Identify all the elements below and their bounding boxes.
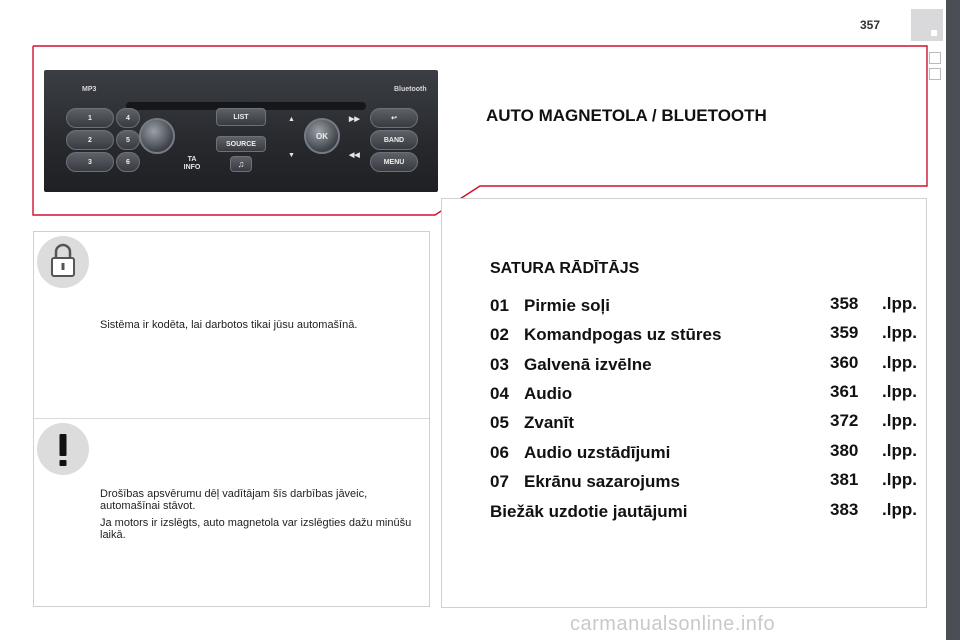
toc-page-suffix: .lpp. xyxy=(882,470,917,489)
toc-page: 359 xyxy=(830,323,859,342)
toc-page: 383 xyxy=(830,500,859,519)
checkbox-marker xyxy=(929,68,941,80)
arrow-down-icon: ▼ xyxy=(288,152,295,159)
toc-number: 06 xyxy=(490,443,509,462)
toc-entry[interactable] xyxy=(490,355,926,379)
toc-page-suffix: .lpp. xyxy=(882,382,917,401)
toc-entry[interactable] xyxy=(490,384,926,408)
toc-entry[interactable] xyxy=(490,443,926,467)
toc-label: Audio xyxy=(524,384,573,403)
notice-paragraph: Drošības apsvērumu dēļ vadītājam šīs darbības jāveic, automašīnai stāvot. xyxy=(100,488,368,512)
ta-info-label: TA INFO xyxy=(183,156,201,171)
volume-knob xyxy=(139,118,175,154)
rewind-icon: ◀◀ xyxy=(349,152,360,159)
checkbox-marker xyxy=(929,52,941,64)
bluetooth-label: Bluetooth xyxy=(394,86,427,93)
toc-page-suffix: .lpp. xyxy=(882,500,917,519)
arrow-up-icon: ▲ xyxy=(288,116,295,123)
menu-button: MENU xyxy=(370,152,418,172)
toc-page: 358 xyxy=(830,294,859,313)
preset-4-button: 4 xyxy=(116,108,140,128)
toc-label: Audio uzstādījumi xyxy=(524,443,671,462)
toc-number: 02 xyxy=(490,325,509,344)
toc-entry[interactable] xyxy=(490,502,926,526)
toc-title: SATURA RĀDĪTĀJS xyxy=(490,260,640,277)
toc-number: 07 xyxy=(490,472,509,491)
music-note-icon: ♫ xyxy=(230,156,252,172)
toc-page-suffix: .lpp. xyxy=(882,294,917,313)
notice-paragraph: Sistēma ir kodēta, lai darbotos tikai jūsu automašīnā. xyxy=(100,319,358,331)
preset-5-button: 5 xyxy=(116,130,140,150)
preset-3-button: 3 xyxy=(66,152,114,172)
preset-1-button: 1 xyxy=(66,108,114,128)
notice-paragraph: Ja motors ir izslēgts, auto magnetola var izslēgties dažu minūšu laikā. xyxy=(100,517,412,541)
lock-icon xyxy=(37,236,89,288)
fast-forward-icon: ▶▶ xyxy=(349,116,360,123)
watermark: carmanualsonline.info xyxy=(570,613,776,635)
source-button: SOURCE xyxy=(216,136,266,152)
toc-number: 05 xyxy=(490,413,509,432)
toc-page: 360 xyxy=(830,353,859,372)
toc-number: 04 xyxy=(490,384,509,403)
corner-tab xyxy=(911,9,943,41)
ok-knob: OK xyxy=(304,118,340,154)
toc-page-suffix: .lpp. xyxy=(882,411,917,430)
toc-entry[interactable] xyxy=(490,413,926,437)
list-button: LIST xyxy=(216,108,266,126)
band-button: BAND xyxy=(370,130,418,150)
right-sidebar-bar xyxy=(946,0,960,640)
toc-label: Ekrānu sazarojums xyxy=(524,472,680,491)
toc-entry[interactable] xyxy=(490,325,926,349)
preset-6-button: 6 xyxy=(116,152,140,172)
toc-label: Galvenā izvēlne xyxy=(524,355,652,374)
panel-divider xyxy=(34,418,429,419)
mp3-label: MP3 xyxy=(82,86,97,93)
warning-exclamation-icon xyxy=(37,423,89,475)
radio-unit-image xyxy=(44,70,438,192)
notices-panel xyxy=(33,231,430,607)
toc-page: 372 xyxy=(830,411,859,430)
toc-entry[interactable] xyxy=(490,472,926,496)
toc-label: Pirmie soļi xyxy=(524,296,610,315)
preset-2-button: 2 xyxy=(66,130,114,150)
toc-label: Komandpogas uz stūres xyxy=(524,325,722,344)
toc-page: 380 xyxy=(830,441,859,460)
notice-lock-text xyxy=(100,319,420,336)
notice-warning-text xyxy=(100,488,420,546)
toc-page-suffix: .lpp. xyxy=(882,353,917,372)
main-title: AUTO MAGNETOLA / BLUETOOTH xyxy=(486,106,767,125)
toc-number: 01 xyxy=(490,296,509,315)
toc-label: Biežāk uzdotie jautājumi xyxy=(490,502,688,521)
toc-number: 03 xyxy=(490,355,509,374)
toc-page: 361 xyxy=(830,382,859,401)
toc-page: 381 xyxy=(830,470,859,489)
page-number: 357 xyxy=(860,18,881,32)
toc-entry[interactable] xyxy=(490,296,926,320)
toc-page-suffix: .lpp. xyxy=(882,323,917,342)
back-button: ↩ xyxy=(370,108,418,128)
toc-page-suffix: .lpp. xyxy=(882,441,917,460)
toc-label: Zvanīt xyxy=(524,413,575,432)
